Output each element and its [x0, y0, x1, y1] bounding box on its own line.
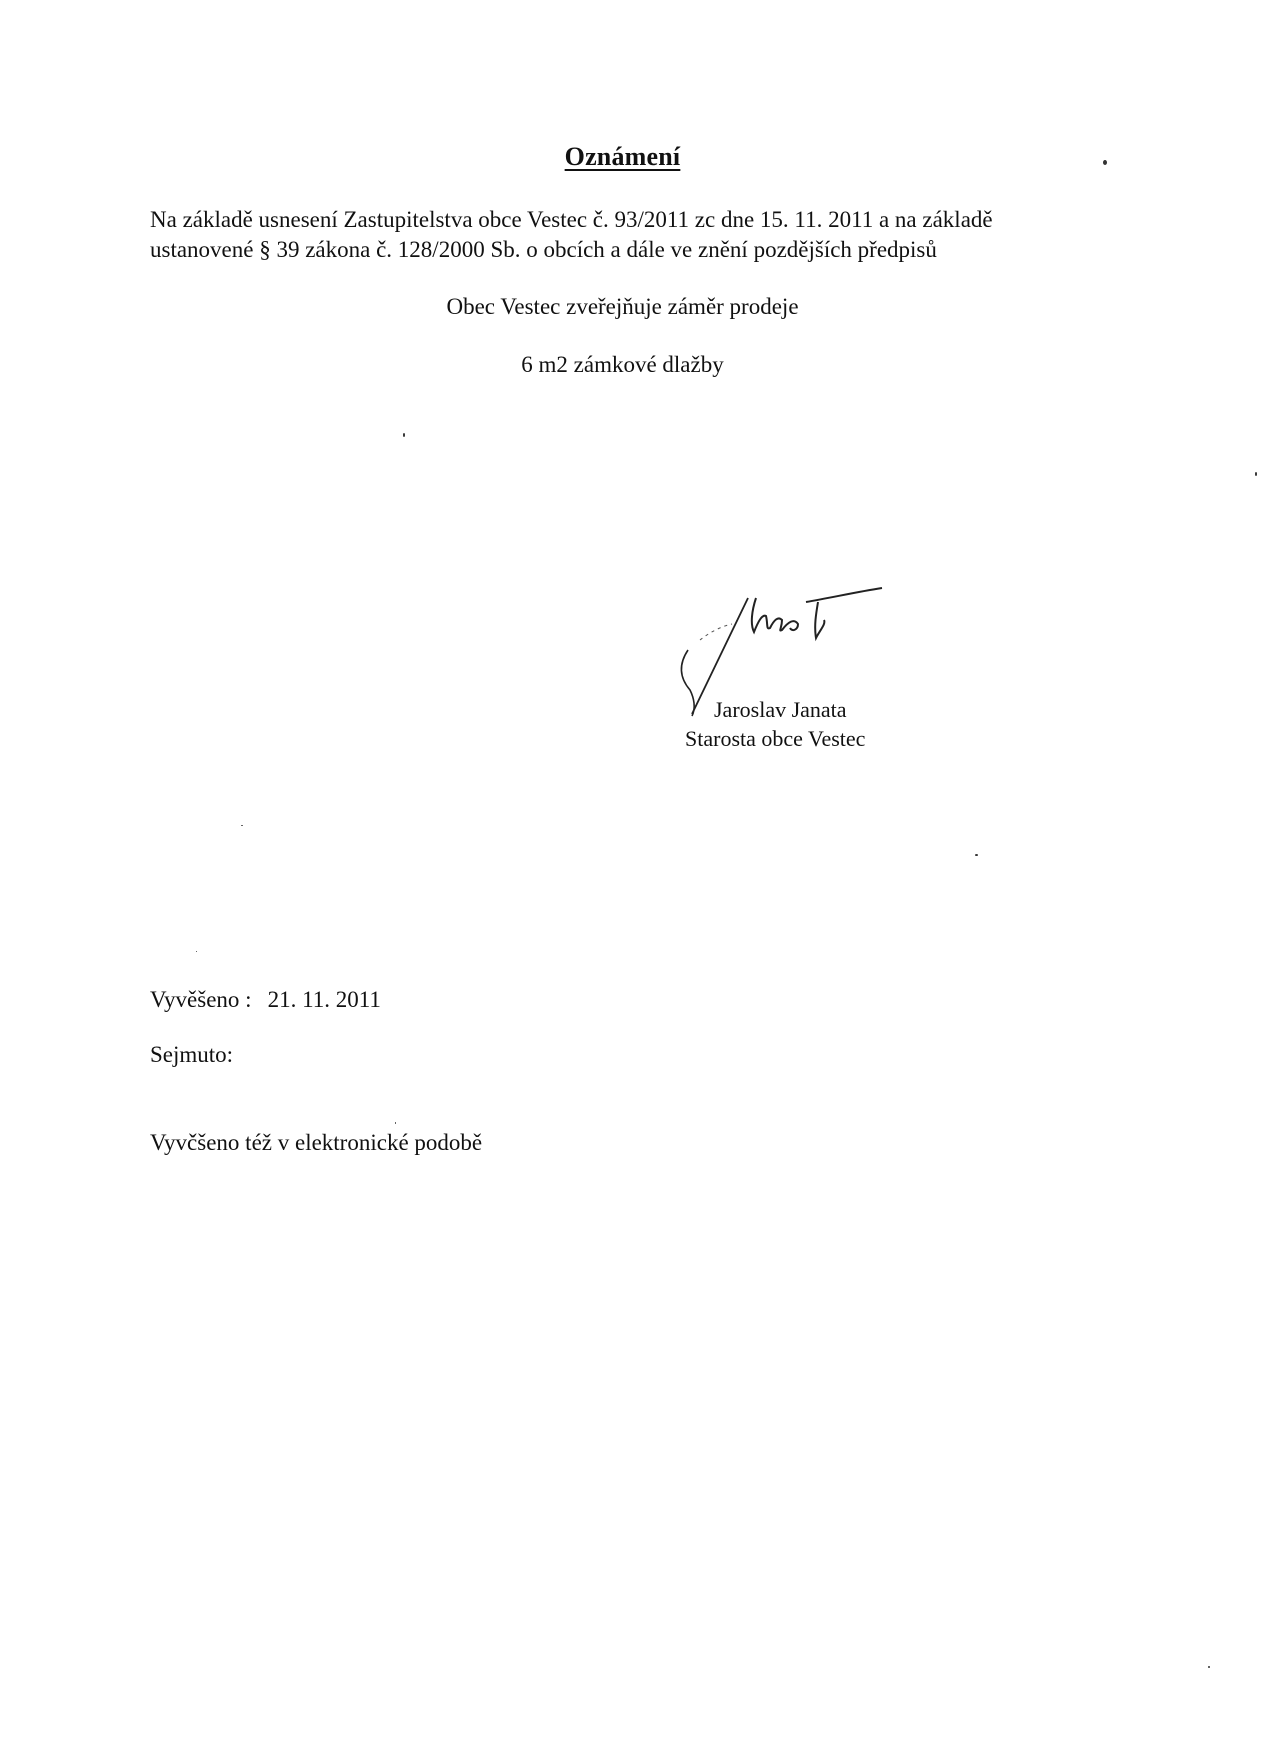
scan-speck [1208, 1666, 1210, 1668]
subject-line: 6 m2 zámkové dlažby [521, 352, 724, 377]
intro-line-1: Na základě usnesení Zastupitelstva obce Vestec č. 93/2011 zc dne 15. 11. 2011 a na základě [150, 207, 993, 232]
posted-row [150, 987, 381, 1013]
signer-role: Starosta obce Vestec [685, 726, 866, 751]
scan-speck [1255, 472, 1257, 476]
posted-label: Vyvěšeno : [150, 987, 252, 1012]
intro-line-2: ustanovené § 39 zákona č. 128/2000 Sb. o obcích a dále ve znění pozdějších předpisů [150, 237, 937, 262]
scan-speck [1103, 160, 1107, 165]
document-title: Oznámení [564, 142, 681, 171]
removed-label: Sejmuto: [150, 1042, 234, 1067]
scan-speck [975, 854, 978, 856]
scan-speck [241, 825, 243, 826]
intro-paragraph [150, 205, 1100, 265]
signer-name: Jaroslav Janata [714, 697, 847, 722]
electronic-note: Vyvčšeno též v elektronické podobě [150, 1130, 483, 1155]
posted-date: 21. 11. 2011 [267, 987, 381, 1012]
scan-speck [403, 433, 405, 437]
announcement-line: Obec Vestec zveřejňuje záměr prodeje [446, 294, 799, 319]
scan-speck [395, 1122, 396, 1124]
scan-speck [196, 951, 197, 952]
